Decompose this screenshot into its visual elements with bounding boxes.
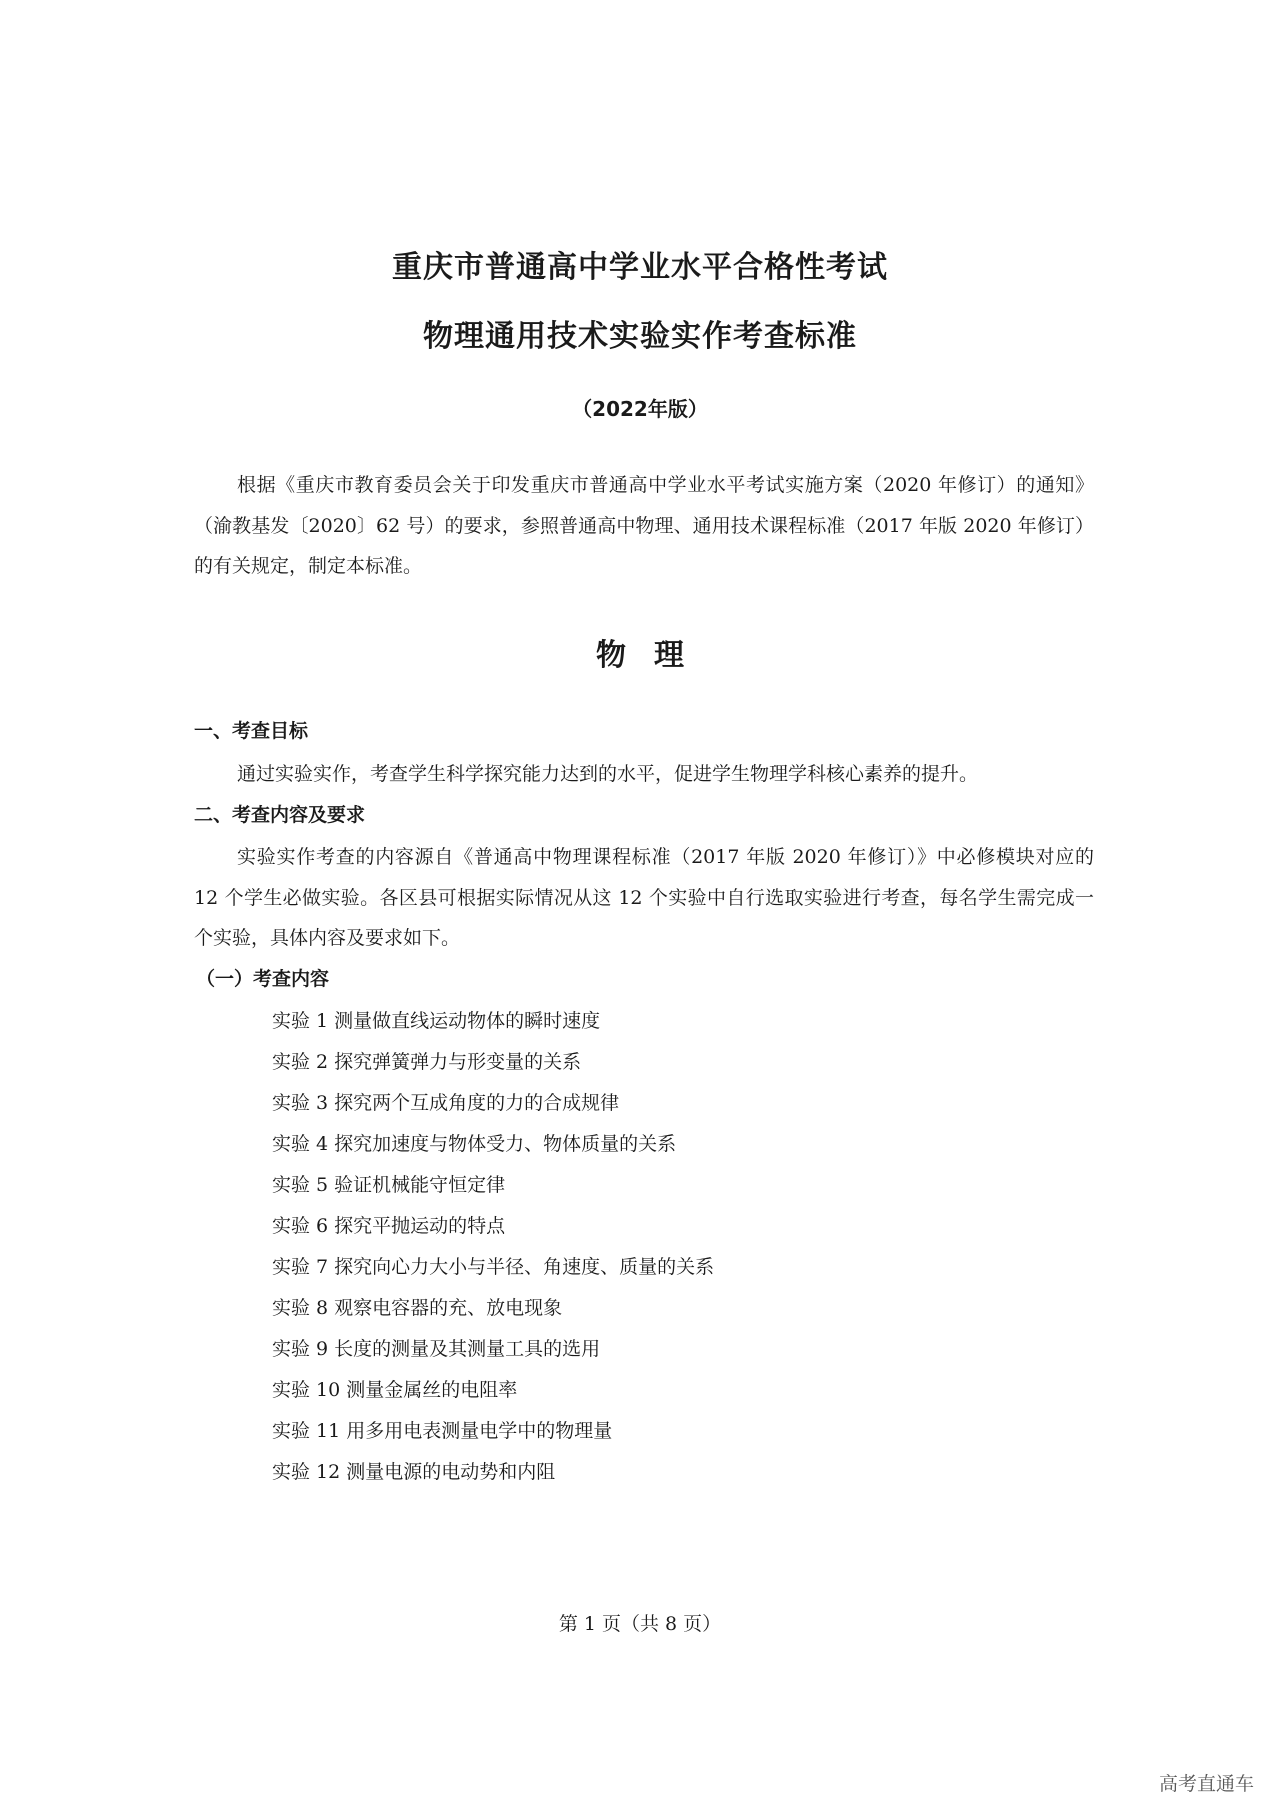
list-item: 实验 8 观察电容器的充、放电现象 [272,1297,563,1319]
subsection-heading-content: （一）考查内容 [196,968,330,990]
document-title-line1: 重庆市普通高中学业水平合格性考试 [392,250,888,285]
section-heading-objectives: 一、考查目标 [194,720,309,742]
subject-heading: 物理 [596,638,712,673]
list-item: 实验 9 长度的测量及其测量工具的选用 [272,1338,601,1360]
intro-paragraph: 根据《重庆市教育委员会关于印发重庆市普通高中学业水平考试实施方案（2020 年修订）的通知》（渝教基发〔2020〕62 号）的要求，参照普通高中物理、通用技术课程标准（2017 年版 2020 年修订）的有关规定，制定本标准。 [194,474,1094,577]
list-item: 实验 4 探究加速度与物体受力、物体质量的关系 [272,1133,677,1155]
list-item: 实验 1 测量做直线运动物体的瞬时速度 [272,1010,601,1032]
list-item: 实验 5 验证机械能守恒定律 [272,1174,506,1196]
section-heading-content: 二、考查内容及要求 [194,804,366,826]
list-item: 实验 10 测量金属丝的电阻率 [272,1379,518,1401]
list-item: 实验 7 探究向心力大小与半径、角速度、质量的关系 [272,1256,715,1278]
section-text-content: 实验实作考查的内容源自《普通高中物理课程标准（2017 年版 2020 年修订）》中必修模块对应的 12 个学生必做实验。各区县可根据实际情况从这 12 个实验中自行选取实验进行考查，每名学生需完成一个实验，具体内容及要求如下。 [194,846,1094,949]
list-item: 实验 3 探究两个互成角度的力的合成规律 [272,1092,620,1114]
list-item: 实验 12 测量电源的电动势和内阻 [272,1461,556,1483]
list-item: 实验 11 用多用电表测量电学中的物理量 [272,1420,613,1442]
document-title-line2: 物理通用技术实验实作考查标准 [423,319,857,354]
list-item: 实验 6 探究平抛运动的特点 [272,1215,506,1237]
watermark: 高考直通车 [1158,1773,1254,1795]
section-text-objectives: 通过实验实作，考查学生科学探究能力达到的水平，促进学生物理学科核心素养的提升。 [237,763,979,785]
edition-label: （2022年版） [572,397,708,421]
experiment-list [272,1001,714,1493]
page-footer: 第 1 页（共 8 页） [558,1613,722,1635]
list-item: 实验 2 探究弹簧弹力与形变量的关系 [272,1051,582,1073]
